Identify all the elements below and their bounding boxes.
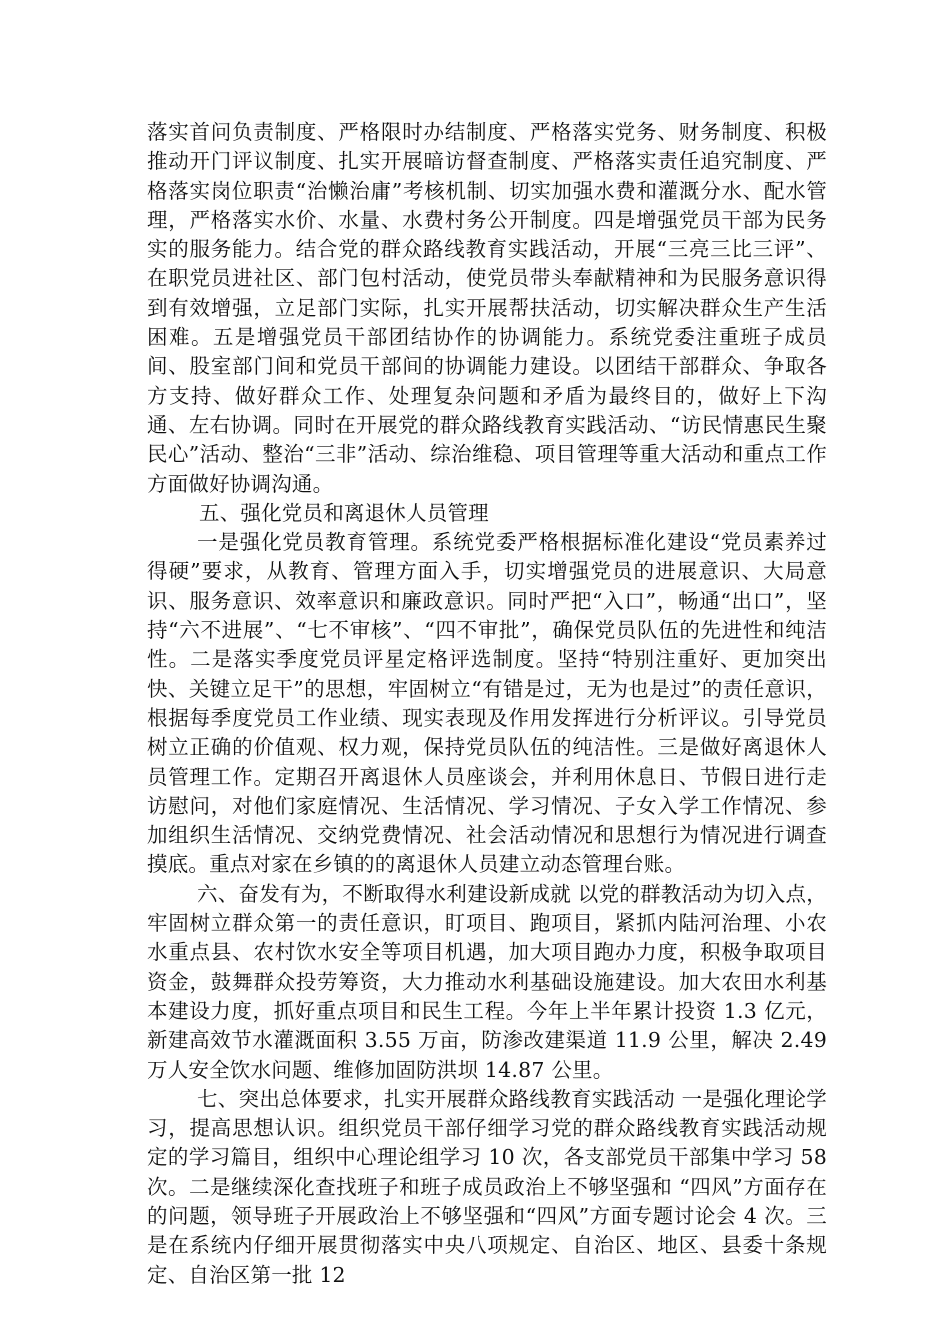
paragraph-mass-line-education: 七、突出总体要求，扎实开展群众路线教育实践活动 一是强化理论学习，提高思想认识。组织党员干部仔细学习党的群众路线教育实践活动规定的学习篇目，组织中心理论组学习 10 次，各支部党员干部集中学习 58 次。二是继续深化查找班子和班子成员政治上不够坚强和 “四风”方面存在的问题，领导班子开展政治上不够坚强和“四风”方面专题讨论会 4 次。三是在系统内仔细开展贯彻落实中央八项规定、自治区、地区、县委十条规定、自治区第一批 12 xyxy=(147,1086,827,1287)
paragraph-water-conservancy-construction: 六、奋发有为，不断取得水利建设新成就 以党的群教活动为切入点，牢固树立群众第一的责任意识，盯项目、跑项目，紧抓内陆河治理、小农水重点县、农村饮水安全等项目机遇，加大项目跑办力度，积极争取项目资金，鼓舞群众投劳筹资，大力推动水利基础设施建设。加大农田水利基本建设力度，抓好重点项目和民生工程。今年上半年累计投资 1.3 亿元，新建高效节水灌溉面积 3.55 万亩，防渗改建渠道 11.9 公里，解决 2.49 万人安全饮水问题、维修加固防洪坝 14.87 公里。 xyxy=(147,881,827,1082)
document-body xyxy=(147,118,827,1290)
paragraph-party-member-education: 一是强化党员教育管理。系统党委严格根据标准化建设“党员素养过得硬”要求，从教育、管理方面入手，切实增强党员的进展意识、大局意识、服务意识、效率意识和廉政意识。同时严把“入口”，畅通“出口”，坚持“六不进展”、“七不审核”、“四不审批”，确保党员队伍的先进性和纯洁性。二是落实季度党员评星定格评选制度。坚持“特别注重好、更加突出快、关键立足干”的思想，牢固树立“有错是过，无为也是过”的责任意识，根据每季度党员工作业绩、现实表现及作用发挥进行分析评议。引导党员树立正确的价值观、权力观，保持党员队伍的纯洁性。三是做好离退休人员管理工作。定期召开离退休人员座谈会，并利用休息日、节假日进行走访慰问，对他们家庭情况、生活情况、学习情况、子女入学工作情况、参加组织生活情况、交纳党费情况、社会活动情况和思想行为情况进行调查摸底。重点对家在乡镇的的离退休人员建立动态管理台账。 xyxy=(147,530,827,877)
paragraph-work-system: 落实首问负责制度、严格限时办结制度、严格落实党务、财务制度、积极推动开门评议制度、扎实开展暗访督查制度、严格落实责任追究制度、严格落实岗位职责“治懒治庸”考核机制、切实加强水费和灌溉分水、配水管理，严格落实水价、水量、水费村务公开制度。四是增强党员干部为民务实的服务能力。结合党的群众路线教育实践活动，开展“三亮三比三评”、在职党员进社区、部门包村活动，使党员带头奉献精神和为民服务意识得到有效增强，立足部门实际，扎实开展帮扶活动，切实解决群众生产生活困难。五是增强党员干部团结协作的协调能力。系统党委注重班子成员间、股室部门间和党员干部间的协调能力建设。以团结干部群众、争取各方支持、做好群众工作、处理复杂问题和矛盾为最终目的，做好上下沟通、左右协调。同时在开展党的群众路线教育实践活动、“访民情惠民生聚民心”活动、整治“三非”活动、综治维稳、项目管理等重大活动和重点工作方面做好协调沟通。 xyxy=(147,120,827,496)
section-heading-party-member-management: 五、强化党员和离退休人员管理 xyxy=(199,500,489,525)
